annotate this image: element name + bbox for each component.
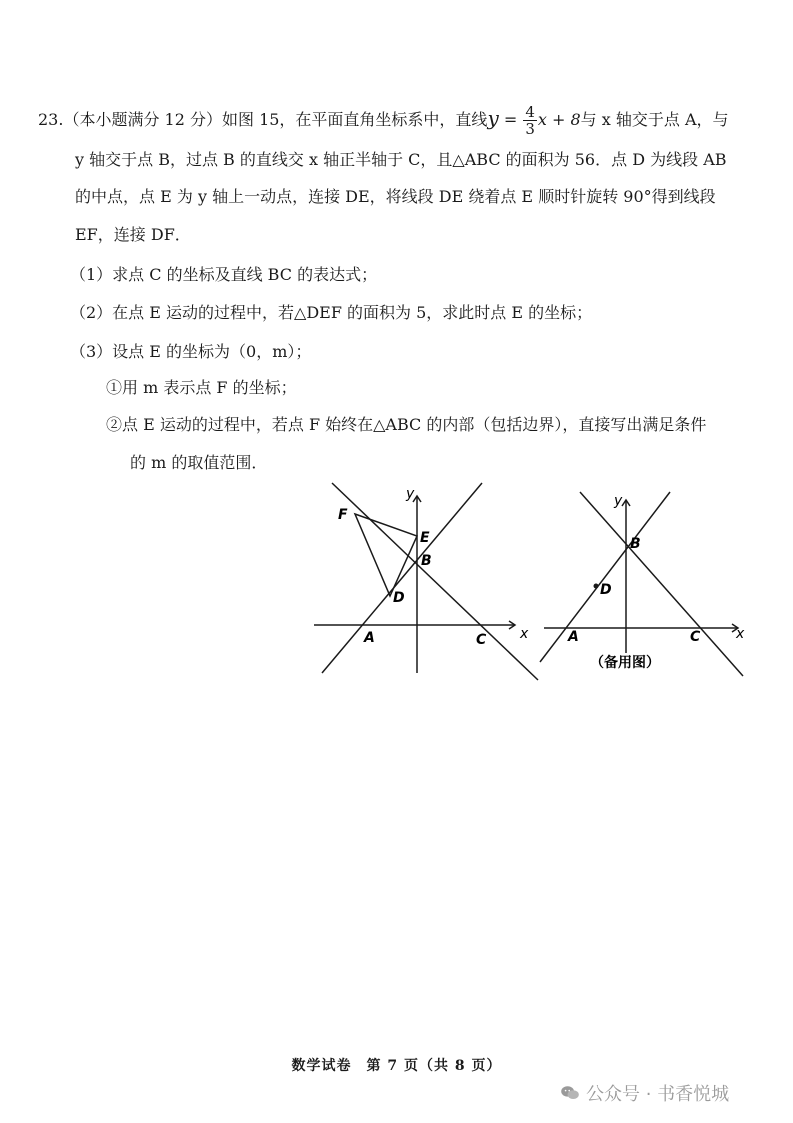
- problem-line-2: y 轴交于点 B，过点 B 的直线交 x 轴正半轴于 C，且△ABC 的面积为 56．点 D 为线段 AB: [75, 150, 727, 169]
- problem-line-4: EF，连接 DF．: [75, 225, 191, 244]
- fig1-label-b: B: [421, 553, 432, 569]
- question-3b-cont: 的 m 的取值范围．: [130, 453, 268, 472]
- equation-fraction: [523, 104, 537, 137]
- question-1: （1）求点 C 的坐标及直线 BC 的表达式；: [70, 265, 378, 284]
- figure-2: [530, 478, 755, 683]
- question-3b: ②点 E 运动的过程中，若点 F 始终在△ABC 的内部（包括边界），直接写出满足条件: [106, 415, 707, 434]
- fig2-label-x: x: [736, 626, 745, 642]
- question-2: （2）在点 E 运动的过程中，若△DEF 的面积为 5，求此时点 E 的坐标；: [70, 303, 593, 322]
- watermark-text: 公众号 · 书香悦城: [586, 1084, 730, 1105]
- fig1-label-e: E: [420, 530, 430, 546]
- fraction-denominator: 3: [525, 120, 535, 138]
- equation-y: y: [487, 106, 499, 130]
- watermark: [560, 1080, 729, 1106]
- question-3a: ①用 m 表示点 F 的坐标；: [106, 378, 297, 397]
- fig2-point-d: [594, 584, 599, 589]
- fig2-label-a: A: [568, 629, 579, 645]
- wechat-icon: [560, 1085, 580, 1101]
- fig1-label-d: D: [393, 590, 405, 606]
- question-3: （3）设点 E 的坐标为（0，m）；: [70, 342, 312, 361]
- problem-line-3: 的中点，点 E 为 y 轴上一动点，连接 DE，将线段 DE 绕着点 E 顺时针旋转 90°得到线段: [75, 187, 716, 206]
- fig2-label-d: D: [600, 582, 612, 598]
- fig1-triangle-def: [355, 514, 417, 596]
- fraction-numerator: 4: [525, 103, 535, 121]
- equation-equals: =: [498, 110, 523, 129]
- figure-1: [300, 478, 545, 683]
- fig2-label-b: B: [630, 536, 641, 552]
- fig1-label-a: A: [364, 630, 375, 646]
- fig2-line-ab: [540, 492, 670, 662]
- fig1-line-bc: [332, 483, 538, 680]
- fig1-label-y: y: [406, 486, 415, 502]
- problem-header: 23.（本小题满分 12 分）如图 15，在平面直角坐标系中，直线: [38, 110, 488, 129]
- equation-rest: x + 8: [537, 110, 581, 129]
- fig2-label-y: y: [614, 493, 623, 509]
- fig1-label-x: x: [520, 626, 529, 642]
- page-footer: 数学试卷 第 7 页（共 8 页）: [291, 1058, 502, 1074]
- fig1-label-c: C: [476, 632, 487, 648]
- fig1-label-f: F: [338, 507, 348, 523]
- fig2-caption: （备用图）: [590, 655, 660, 671]
- problem-line-1-tail: 与 x 轴交于点 A，与: [580, 110, 729, 129]
- problem-line-1: [38, 104, 729, 137]
- fig2-label-c: C: [690, 629, 701, 645]
